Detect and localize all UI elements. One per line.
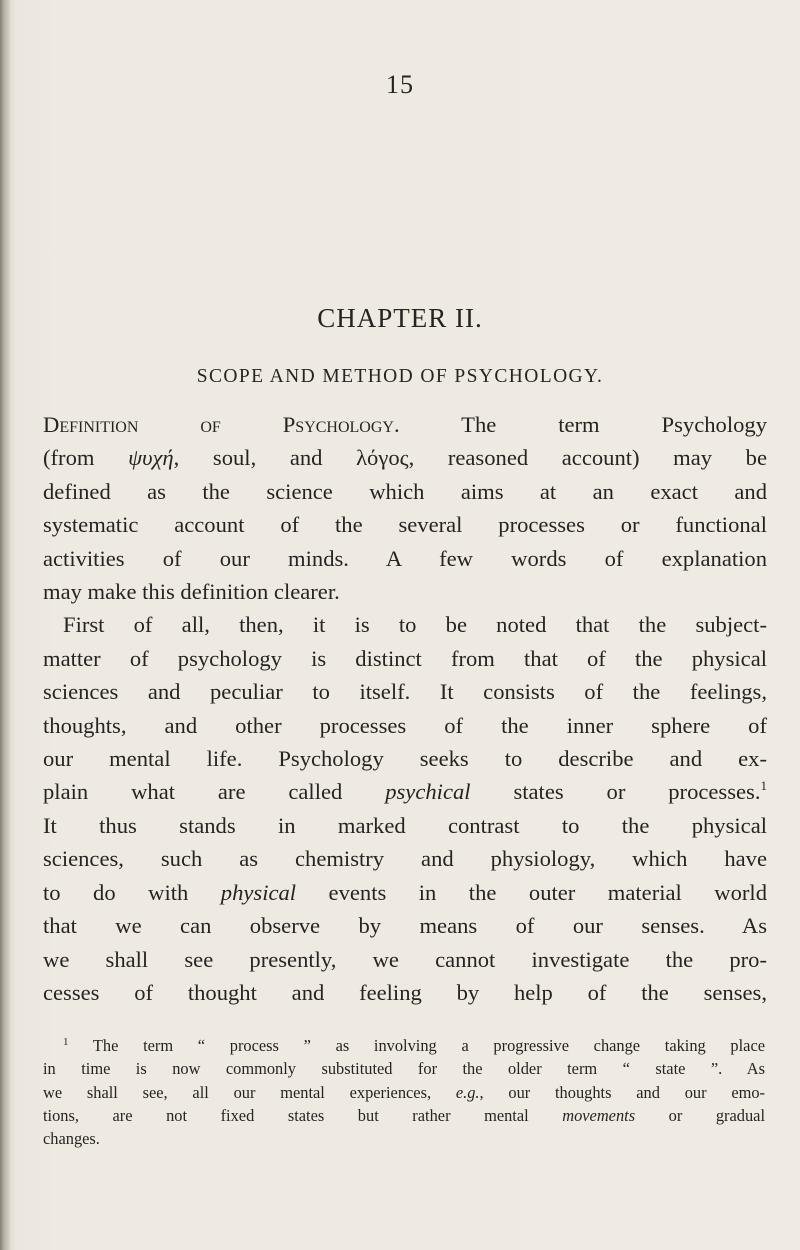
body-line: It thus stands in marked contrast to the physical [43, 812, 767, 838]
body-line: we shall see presently, we cannot investigate the pro- [43, 946, 767, 972]
footnote-line: $^1$ The term “ process ” as involving a progressive change taking place [63, 1036, 765, 1055]
section-heading: SCOPE AND METHOD OF PSYCHOLOGY. [196, 366, 604, 387]
body-line: to do with physical events in the outer material world [43, 879, 768, 905]
body-line: that we can observe by means of our senses. As [43, 913, 767, 939]
footnote-marker: 1 [760, 778, 767, 794]
chapter-heading: CHAPTER II. [317, 303, 483, 333]
body-line: thoughts, and other processes of the inner sphere of [43, 712, 767, 738]
body-line: Definition of Psychology. The term Psychology [43, 412, 767, 437]
body-line: cesses of thought and feeling by help of the senses, [43, 979, 767, 1005]
footnote-line: in time is now commonly substituted for the older term “ state ”. As [43, 1059, 765, 1079]
body-line: defined as the science which aims at an exact and [43, 478, 767, 504]
greek-word: ψυχή [128, 445, 174, 471]
body-line: plain what are called psychical states or processes.$^1$ [43, 778, 767, 805]
greek-word: λόγος [356, 445, 409, 471]
body-line: sciences and peculiar to itself. It consists of the feelings, [43, 679, 767, 705]
page-number: 15 [386, 70, 414, 99]
body-line: First of all, then, it is to be noted that the subject- [63, 612, 767, 638]
footnote-line: we shall see, all our mental experiences, e.g., our thoughts and our emo- [43, 1082, 765, 1102]
run-in-heading: Definition of Psychology. [43, 412, 400, 437]
body-line: our mental life. Psychology seeks to describe and ex- [43, 746, 767, 772]
footnote-line: changes. [43, 1129, 100, 1149]
body-line: systematic account of the several processes or functional [43, 512, 767, 538]
binding-edge [0, 0, 10, 1250]
footnote-line: tions, are not fixed states but rather mental movements or gradual [43, 1105, 765, 1125]
body-line: may make this definition clearer. [43, 579, 340, 605]
footnote-number: 1 [63, 1036, 69, 1048]
body-paragraphs [43, 408, 767, 1009]
body-line: sciences, such as chemistry and physiology, which have [43, 846, 767, 872]
body-line: matter of psychology is distinct from that of the physical [43, 645, 767, 671]
body-line: (from ψυχή, soul, and λόγος, reasoned account) may be [43, 445, 768, 471]
body-line: activities of our minds. A few words of explanation [43, 545, 767, 571]
footnote [43, 1034, 765, 1150]
